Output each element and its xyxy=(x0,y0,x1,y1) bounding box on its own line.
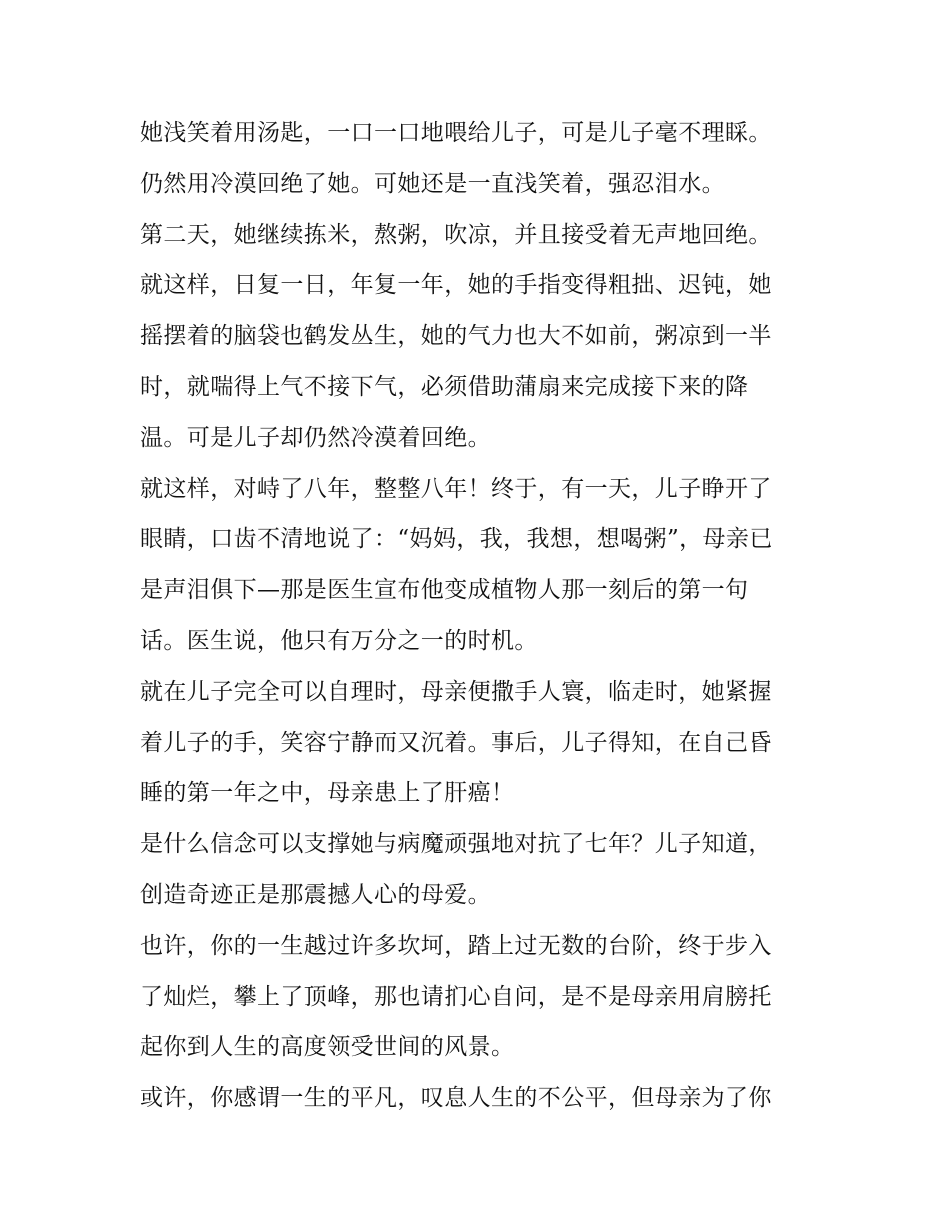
text-line: 创造奇迹正是那震撼人心的母爱。 xyxy=(140,881,491,908)
text-line: 第二天，她继续拣米，熬粥，吹凉，并且接受着无声地回绝。 xyxy=(140,221,772,248)
text-line: 时，就喘得上气不接下气，必须借助蒲扇来完成接下来的降 xyxy=(140,373,749,400)
text-line: 睡的第一年之中，母亲患上了肝癌！ xyxy=(140,780,515,807)
text-line: 着儿子的手，笑容宁静而又沉着。事后，儿子得知，在自己昏 xyxy=(140,729,772,756)
text-line: 就在儿子完全可以自理时，母亲便撒手人寰，临走时，她紧握 xyxy=(140,678,772,705)
text-line: 仍然用冷漠回绝了她。可她还是一直浅笑着，强忍泪水。 xyxy=(140,170,725,197)
body-text xyxy=(140,108,820,1124)
text-line: 起你到人生的高度领受世间的风景。 xyxy=(140,1034,515,1061)
text-line: 或许，你感谓一生的平凡，叹息人生的不公平，但母亲为了你 xyxy=(140,1085,772,1112)
text-line: 话。医生说，他只有万分之一的时机。 xyxy=(140,627,538,654)
text-line: 温。可是儿子却仍然冷漠着回绝。 xyxy=(140,424,491,451)
text-line: 眼睛，口齿不清地说了：“妈妈，我，我想，想喝粥”，母亲已 xyxy=(140,526,773,553)
text-line: 也许，你的一生越过许多坎坷，踏上过无数的台阶，终于步入 xyxy=(140,932,772,959)
text-line: 摇摆着的脑袋也鹤发丛生，她的气力也大不如前，粥凉到一半 xyxy=(140,323,772,350)
text-line: 是声泪俱下—那是医生宣布他变成植物人那一刻后的第一句 xyxy=(140,577,749,604)
text-line: 就这样，日复一日，年复一年，她的手指变得粗拙、迟钝，她 xyxy=(140,272,772,299)
text-line: 是什么信念可以支撑她与病魔顽强地对抗了七年？儿子知道， xyxy=(140,831,772,858)
text-line: 就这样，对峙了八年，整整八年！终于，有一天，儿子睁开了 xyxy=(140,475,772,502)
text-line: 了灿烂，攀上了顶峰，那也请扪心自问，是不是母亲用肩膀托 xyxy=(140,983,772,1010)
text-line: 她浅笑着用汤匙，一口一口地喂给儿子，可是儿子毫不理睬。 xyxy=(140,120,772,146)
